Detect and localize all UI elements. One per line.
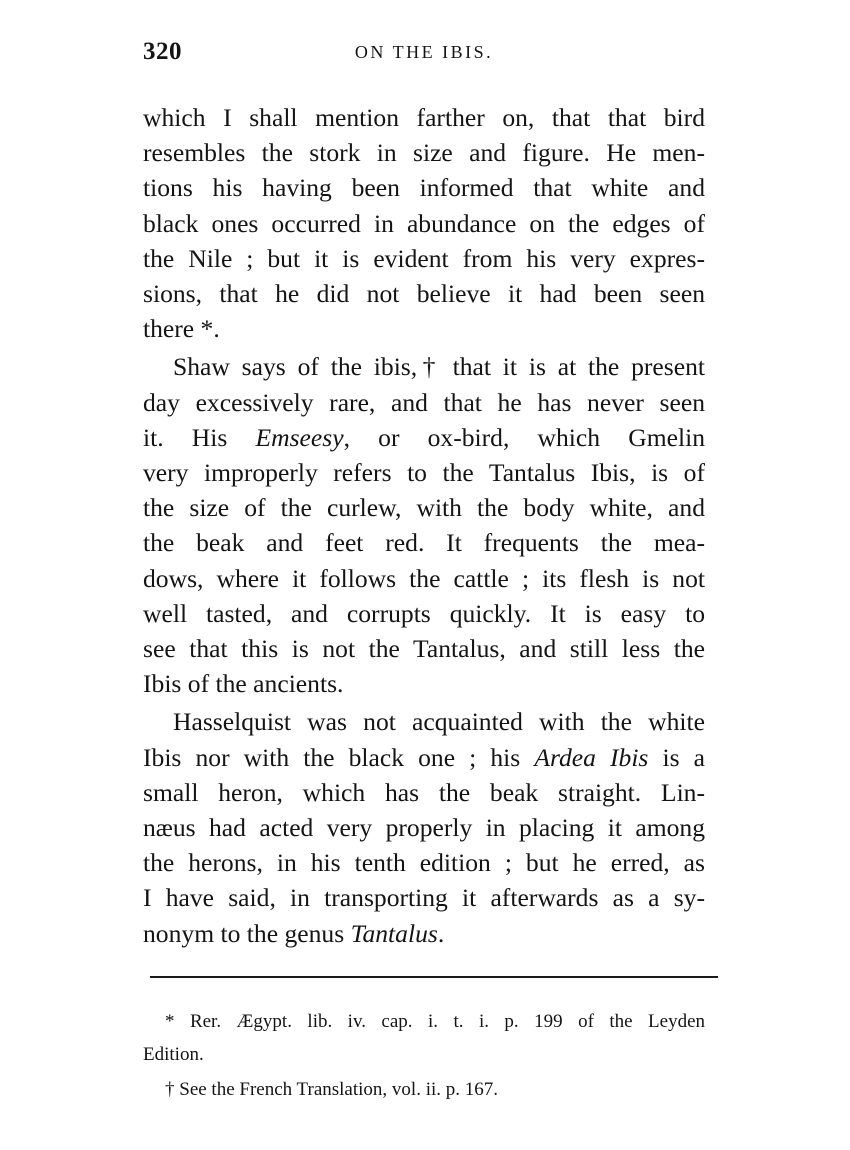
text-run: , or ox-bird, which Gmelin — [343, 422, 705, 452]
text-line: tions his having been informed that white and — [143, 173, 705, 203]
running-header — [143, 38, 705, 78]
footnote-asterisk — [143, 1005, 705, 1071]
italic-term: Emseesy — [255, 422, 344, 452]
footnote-dagger — [143, 1073, 705, 1106]
text-run: nonym to the genus — [143, 918, 351, 948]
text-line: sions, that he did not believe it had been seen — [143, 279, 705, 309]
text-run: Ibis nor with the black one ; his — [143, 742, 535, 772]
body-text — [143, 100, 705, 951]
text-run: it. His — [143, 422, 256, 452]
paragraph-2 — [143, 349, 705, 701]
footnotes — [143, 1005, 705, 1106]
text-line: black ones occurred in abundance on the edges of — [143, 208, 705, 238]
italic-term: Ardea Ibis — [534, 742, 649, 772]
text-line: Hasselquist was not acquainted with the white — [173, 707, 705, 737]
text-line: the herons, in his tenth edition ; but he erred, as — [143, 848, 705, 878]
text-line: resembles the stork in size and figure. He men- — [143, 138, 705, 168]
text-line: which I shall mention farther on, that that bird — [143, 103, 705, 132]
text-line: there *. — [143, 314, 220, 344]
text-run: . — [437, 918, 445, 948]
paragraph-3 — [143, 704, 705, 950]
text-line: day excessively rare, and that he has never seen — [143, 387, 705, 417]
italic-term: Tantalus — [350, 918, 438, 948]
text-line: the beak and feet red. It frequents the mea- — [143, 528, 705, 558]
text-line: well tasted, and corrupts quickly. It is easy to — [143, 598, 705, 628]
text-line: very improperly refers to the Tantalus Ibis, is of — [143, 458, 705, 488]
text-line: næus had acted very properly in placing it among — [143, 813, 705, 843]
footnote-line: * Rer. Ægypt. lib. iv. cap. i. t. i. p. 199 of the Leyden — [165, 1011, 705, 1032]
text-line: the size of the curlew, with the body white, and — [143, 493, 705, 523]
footnote-line: † See the French Translation, vol. ii. p. 167. — [165, 1079, 499, 1100]
paragraph-1 — [143, 100, 705, 346]
text-line: Ibis of the ancients. — [143, 669, 344, 699]
text-line: see that this is not the Tantalus, and still less the — [143, 634, 705, 664]
page-number: 320 — [143, 38, 182, 65]
text-line-mixed — [143, 740, 705, 775]
text-line: the Nile ; but it is evident from his very expres- — [143, 243, 705, 273]
text-line: small heron, which has the beak straight. Lin- — [143, 777, 705, 807]
text-line: dows, where it follows the cattle ; its flesh is not — [143, 563, 705, 593]
text-run: is a — [648, 742, 705, 772]
text-line-mixed — [143, 420, 705, 455]
text-line: I have said, in transporting it afterwards as a sy- — [143, 883, 705, 913]
text-line-mixed — [143, 916, 705, 951]
footnote-line: Edition. — [143, 1044, 204, 1065]
running-title: ON THE IBIS. — [354, 42, 494, 62]
text-line: Shaw says of the ibis,† that it is at the present — [173, 352, 705, 382]
footnote-divider — [150, 976, 718, 978]
